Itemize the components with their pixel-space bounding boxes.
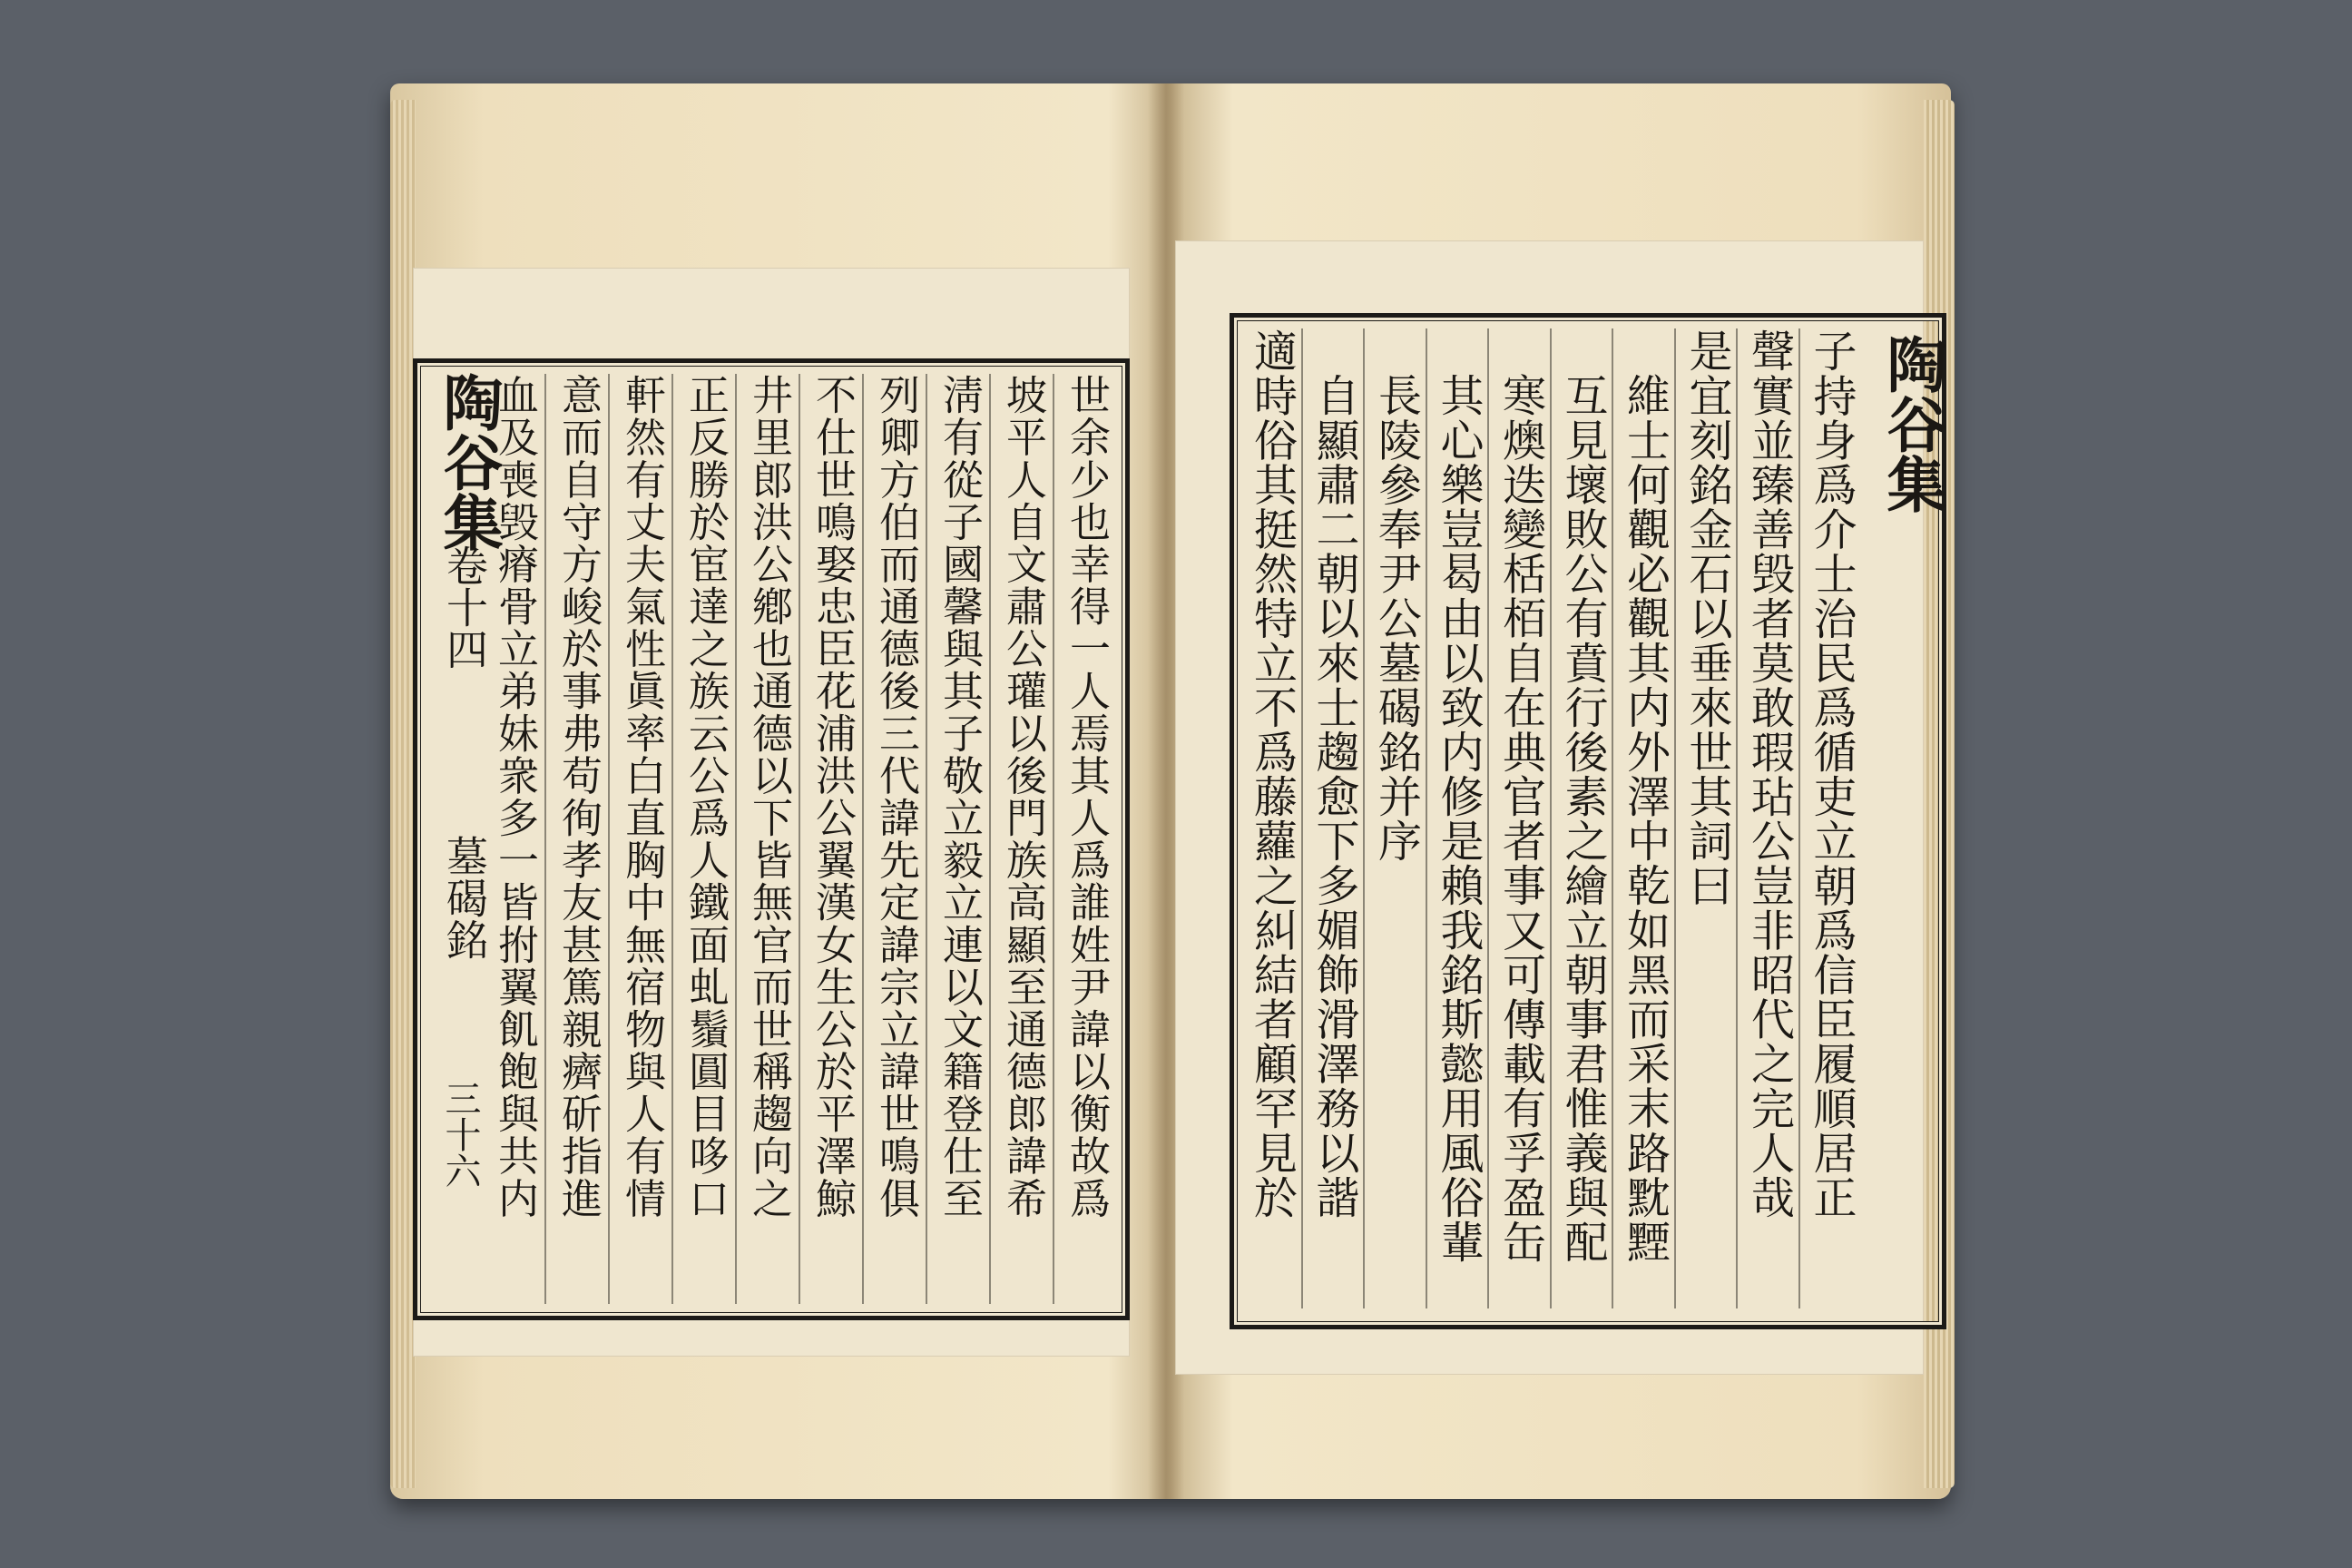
left-page-stack [390,100,416,1488]
right-page-column: 子持身爲介士治民爲循吏立朝爲信臣履順居正 [1806,328,1857,1220]
column-rule [926,374,927,1304]
right-page-column: 是宜刻銘金石以垂來世其詞曰 [1681,328,1732,908]
right-page-body [1239,328,1860,1308]
column-rule [1550,328,1552,1308]
left-page-column: 不仕世鳴娶忠臣花浦洪公翼漢女生公於平澤鯨 [808,374,857,1220]
column-rule [1736,328,1738,1308]
right-page-column: 適時俗其挺然特立不爲藤蘿之糾結者顧罕見於 [1246,328,1298,1220]
column-rule [799,374,800,1304]
column-rule [735,374,737,1304]
left-page-column: 列卿方伯而通德後三代諱先定諱宗立諱世鳴俱 [872,374,920,1220]
left-page-column: 淸有從子國馨與其子敬立毅立連以文籍登仕至 [936,374,984,1220]
right-page-column: 維士何觀必觀其内外澤中乾如黑而采末路黕黫 [1619,373,1671,1264]
left-margin-volume: 卷十四 [440,544,489,670]
left-page-column: 正反勝於宦達之族云公爲人鐵面虬鬚圓目哆口 [681,374,730,1220]
left-margin-title: 陶谷集 [433,372,504,552]
column-rule [544,374,546,1304]
left-page-column: 軒然有丈夫氣性眞率白直胸中無宿物與人有情 [618,374,666,1220]
column-rule [1612,328,1613,1308]
column-rule [671,374,673,1304]
column-rule [1053,374,1054,1304]
left-page-column: 世余少也幸得一人焉其人爲誰姓尹諱以衡故爲 [1063,374,1111,1220]
column-rule [989,374,991,1304]
column-rule [862,374,864,1304]
column-rule [1487,328,1489,1308]
column-rule [1426,328,1427,1308]
right-page-column: 自顯肅二朝以來士趨愈下多媚飾滑澤務以諧 [1308,373,1359,1220]
right-page-margin [1860,318,1947,1316]
right-page-column: 互見壞敗公有賁行後素之繪立朝事君惟義與配 [1557,373,1608,1264]
left-page-column: 血及喪毁瘠骨立弟妹衆多一皆拊翼飢飽與共内 [491,374,539,1220]
column-rule [1363,328,1365,1308]
left-page-body [481,374,1116,1304]
right-page-column: 長陵參奉尹公墓碣銘并序 [1370,373,1422,864]
left-page-column: 井里郎洪公鄕也通德以下皆無官而世稱趨向之 [745,374,793,1220]
right-page-column: 其心樂豈曷由以致内修是賴我銘斯懿用風俗輩 [1433,373,1484,1264]
column-rule [1301,328,1303,1308]
column-rule [608,374,610,1304]
left-page-column: 坡平人自文肅公瓘以後門族高顯至通德郎諱希 [999,374,1047,1220]
right-page-column: 寒燠迭變栝栢自在典官者事又可傳載有孚盈缶 [1494,373,1546,1264]
column-rule [1674,328,1676,1308]
right-margin-title: 陶谷集 [1877,334,1947,514]
column-rule [1798,328,1800,1308]
left-page-column: 意而自守方峻於事弗苟徇孝友甚篤親癠斫指進 [554,374,603,1220]
left-margin-folio: 三十六 [439,1080,481,1189]
left-margin-section: 墓碣銘 [440,835,489,960]
right-page-column: 聲實並臻善毁者莫敢瑕玷公豈非昭代之完人哉 [1743,328,1795,1220]
